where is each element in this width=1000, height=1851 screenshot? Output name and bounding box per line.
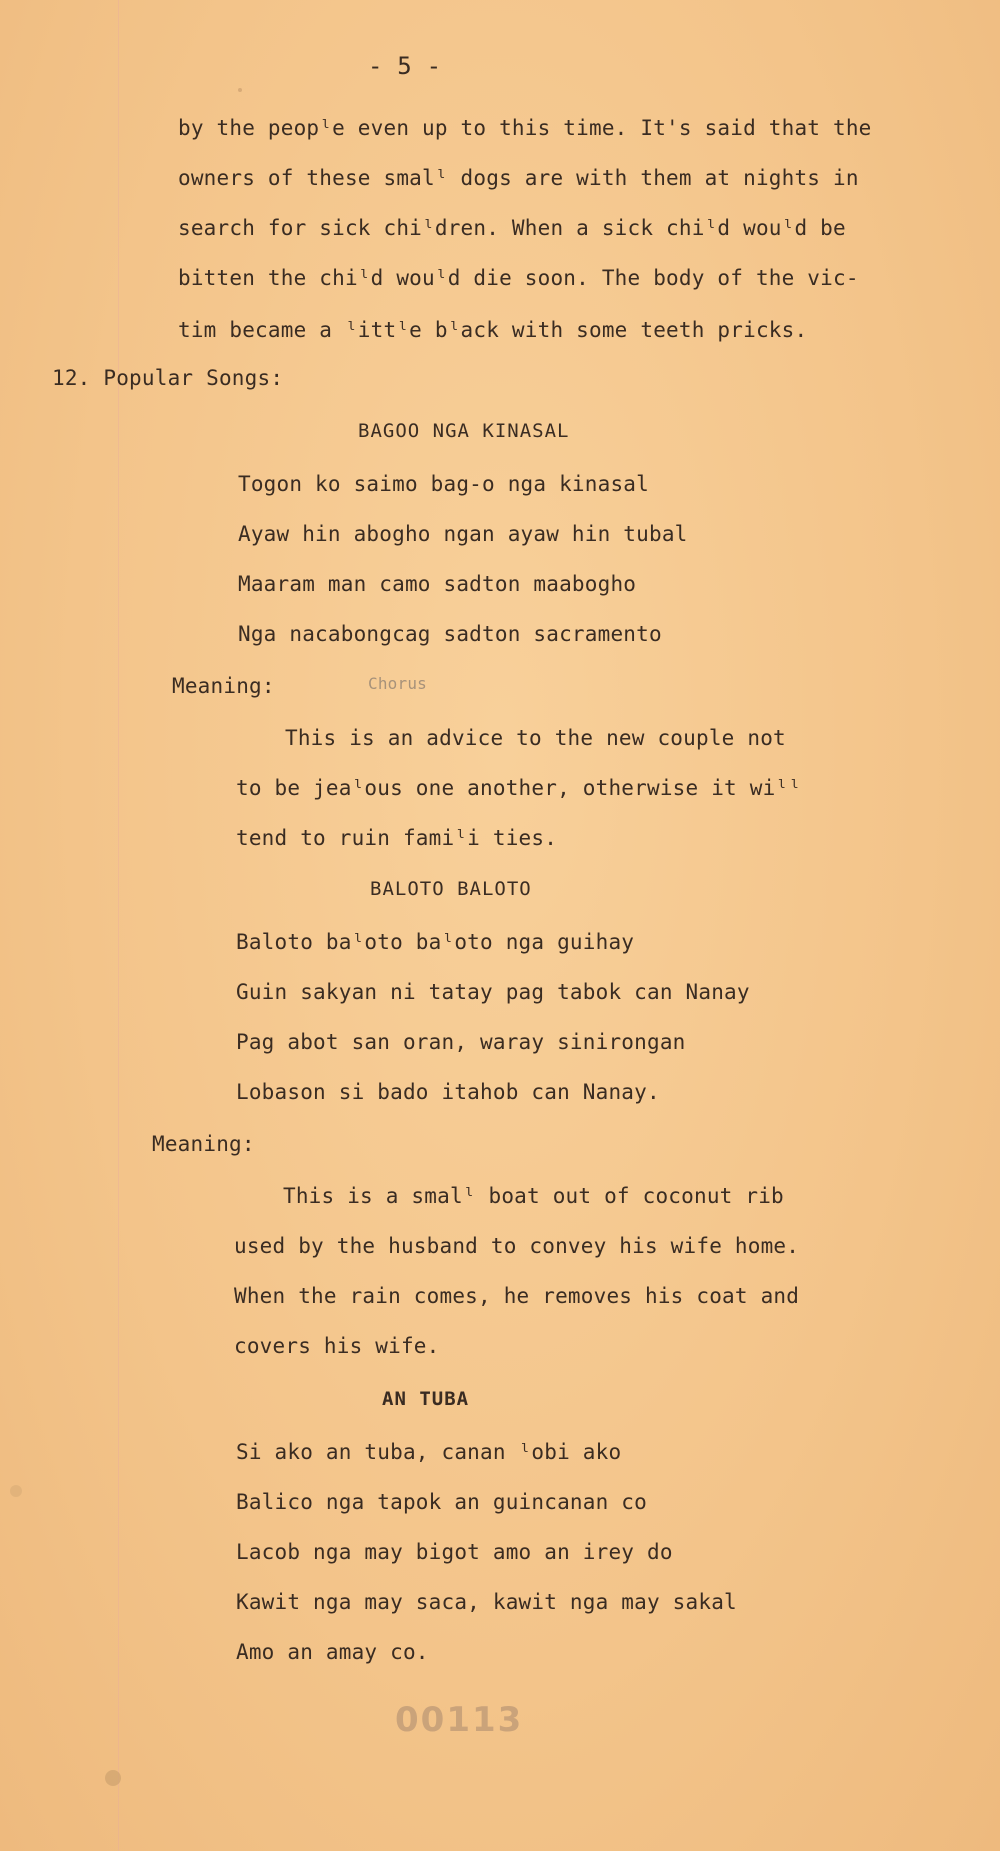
lyric-line: Baloto baˡoto baˡoto nga guihay: [236, 930, 635, 954]
page-number: - 5 -: [368, 52, 442, 80]
intro-line: by the peopˡe even up to this time. It's said that the: [178, 116, 872, 140]
lyric-line: Ayaw hin abogho ngan ayaw hin tubal: [238, 522, 688, 546]
intro-line: bitten the chiˡd wouˡd die soon. The body of the vic-: [178, 266, 859, 290]
section-heading: 12. Popular Songs:: [52, 366, 284, 390]
meaning-label: Meaning:: [152, 1132, 255, 1156]
lyric-line: Nga nacabongcag sadton sacramento: [238, 622, 662, 646]
intro-line: owners of these smalˡ dogs are with them at nights in: [178, 166, 859, 190]
lyric-line: Si ako an tuba, canan ˡobi ako: [236, 1440, 622, 1464]
stain-mark: [238, 88, 242, 92]
meaning-line: This is a smalˡ boat out of coconut rib: [283, 1184, 784, 1208]
meaning-line: to be jeaˡous one another, otherwise it wiˡˡ: [236, 776, 802, 800]
meaning-line: When the rain comes, he removes his coat and: [234, 1284, 800, 1308]
meaning-line: This is an advice to the new couple not: [285, 726, 786, 750]
meaning-label: Meaning:: [172, 674, 275, 698]
song-title: AN TUBA: [382, 1388, 470, 1410]
lyric-line: Lacob nga may bigot amo an irey do: [236, 1540, 673, 1564]
lyric-line: Pag abot san oran, waray sinirongan: [236, 1030, 686, 1054]
archive-stamp: 00113: [395, 1700, 524, 1740]
intro-line: search for sick chiˡdren. When a sick chiˡd wouˡd be: [178, 216, 846, 240]
meaning-line: tend to ruin famiˡi ties.: [236, 826, 558, 850]
meaning-line: covers his wife.: [234, 1334, 440, 1358]
meaning-line: used by the husband to convey his wife home.: [234, 1234, 800, 1258]
chorus-label: Chorus: [368, 674, 427, 693]
lyric-line: Guin sakyan ni tatay pag tabok can Nanay: [236, 980, 750, 1004]
lyric-line: Lobason si bado itahob can Nanay.: [236, 1080, 660, 1104]
stain-mark: [105, 1770, 121, 1786]
lyric-line: Balico nga tapok an guincanan co: [236, 1490, 647, 1514]
stain-mark: [10, 1485, 22, 1497]
song-title: BALOTO BALOTO: [370, 878, 532, 900]
lyric-line: Togon ko saimo bag-o nga kinasal: [238, 472, 649, 496]
lyric-line: Kawit nga may saca, kawit nga may sakal: [236, 1590, 737, 1614]
intro-line: tim became a ˡittˡe bˡack with some teeth pricks.: [178, 318, 808, 342]
margin-rule: [118, 0, 119, 1851]
lyric-line: Maaram man camo sadton maabogho: [238, 572, 637, 596]
lyric-line: Amo an amay co.: [236, 1640, 429, 1664]
song-title: BAGOO NGA KINASAL: [358, 420, 570, 442]
